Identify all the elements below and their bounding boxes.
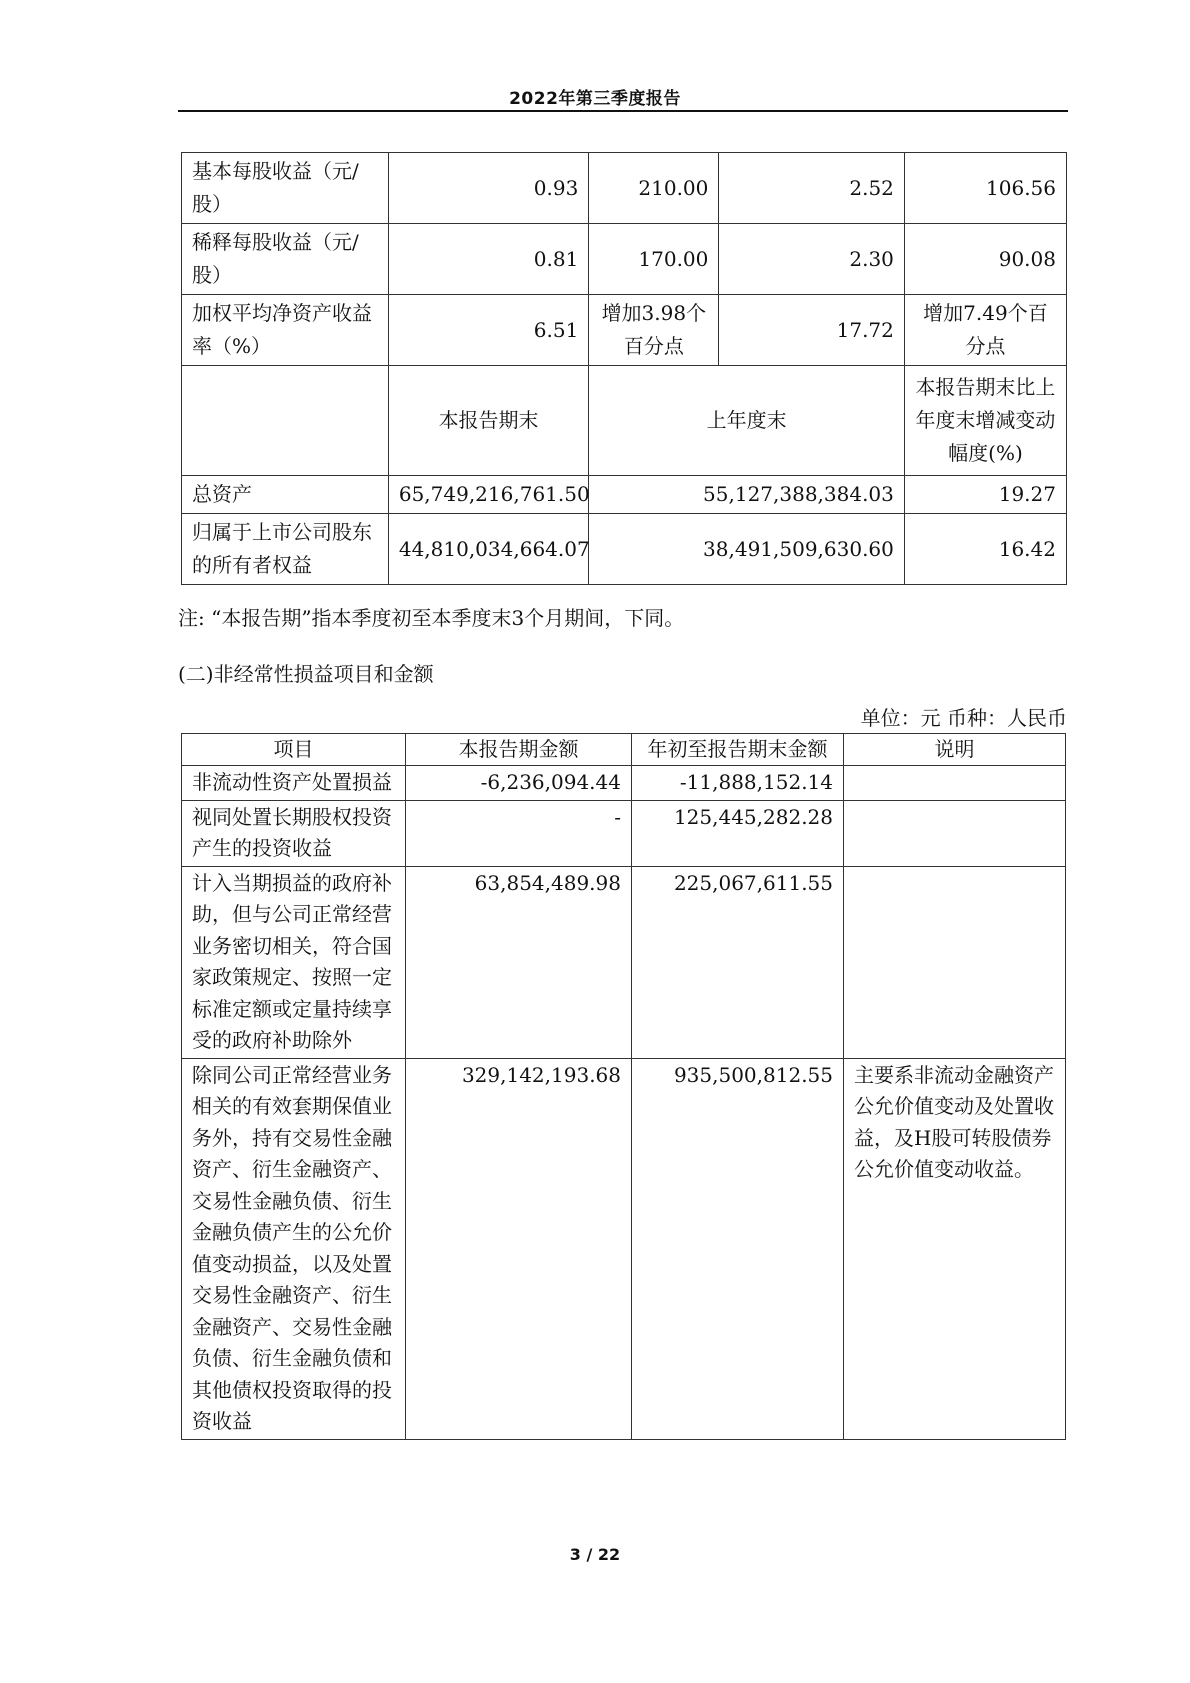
- table-row: [182, 295, 1067, 366]
- cell-value: 935,500,812.55: [632, 1058, 844, 1439]
- table-row: [182, 866, 1066, 1058]
- cell-value: 63,854,489.98: [406, 866, 632, 1058]
- column-header: 说明: [844, 734, 1066, 766]
- item-description: 主要系非流动金融资产公允价值变动及处置收益，及H股可转股债券公允价值变动收益。: [844, 1058, 1066, 1439]
- item-label: 非流动性资产处置损益: [182, 766, 406, 801]
- row-label: 加权平均净资产收益率（%）: [182, 295, 389, 366]
- cell-value: 2.52: [719, 153, 905, 224]
- header-divider: [178, 110, 1068, 112]
- table-footnote: 注: “本报告期”指本季度初至本季度末3个月期间，下同。: [178, 606, 685, 630]
- table-header-row: [182, 734, 1066, 766]
- table-row: [182, 224, 1067, 295]
- cell-value: 增加3.98个百分点: [589, 295, 719, 366]
- cell-value: 170.00: [589, 224, 719, 295]
- cell-value: 6.51: [388, 295, 588, 366]
- row-label: 稀释每股收益（元/股）: [182, 224, 389, 295]
- table-row: [182, 153, 1067, 224]
- cell-value: -11,888,152.14: [632, 766, 844, 801]
- table-row: [182, 800, 1066, 866]
- item-description: [844, 866, 1066, 1058]
- page-number: 3 / 22: [569, 1545, 621, 1564]
- cell-value: 17.72: [719, 295, 905, 366]
- row-label: 归属于上市公司股东的所有者权益: [182, 514, 389, 585]
- cell-value: 65,749,216,761.50: [388, 476, 588, 514]
- row-label: 总资产: [182, 476, 389, 514]
- table-header-row: [182, 366, 1067, 476]
- column-header: 本报告期末比上年度末增减变动幅度(%): [904, 366, 1066, 476]
- cell-value: 55,127,388,384.03: [589, 476, 905, 514]
- table-row: [182, 514, 1067, 585]
- cell-value: 增加7.49个百分点: [904, 295, 1066, 366]
- page-header-title: 2022年第三季度报告: [509, 89, 681, 109]
- cell-value: 0.81: [388, 224, 588, 295]
- cell-value: 38,491,509,630.60: [589, 514, 905, 585]
- table-row: [182, 476, 1067, 514]
- cell-value: -6,236,094.44: [406, 766, 632, 801]
- cell-value: 0.93: [388, 153, 588, 224]
- item-label: 除同公司正常经营业务相关的有效套期保值业务外，持有交易性金融资产、衍生金融资产、交易性金融负债、衍生金融负债产生的公允价值变动损益，以及处置交易性金融资产、衍生金融资产、交易性金融负债、衍生金融负债和其他债权投资取得的投资收益: [182, 1058, 406, 1439]
- unit-currency-label: 单位：元 币种：人民币: [860, 706, 1067, 730]
- item-label: 计入当期损益的政府补助，但与公司正常经营业务密切相关，符合国家政策规定、按照一定标准定额或定量持续享受的政府补助除外: [182, 866, 406, 1058]
- cell-value: 329,142,193.68: [406, 1058, 632, 1439]
- cell-value: 16.42: [904, 514, 1066, 585]
- column-header: 项目: [182, 734, 406, 766]
- table-row: [182, 1058, 1066, 1439]
- column-header: 本报告期金额: [406, 734, 632, 766]
- row-label: 基本每股收益（元/股）: [182, 153, 389, 224]
- column-header: 年初至报告期末金额: [632, 734, 844, 766]
- cell-value: 19.27: [904, 476, 1066, 514]
- item-label: 视同处置长期股权投资产生的投资收益: [182, 800, 406, 866]
- cell-value: 210.00: [589, 153, 719, 224]
- cell-value: 44,810,034,664.07: [388, 514, 588, 585]
- cell-value: -: [406, 800, 632, 866]
- cell-value: 225,067,611.55: [632, 866, 844, 1058]
- section-heading: (二)非经常性损益项目和金额: [178, 662, 434, 686]
- cell-value: 106.56: [904, 153, 1066, 224]
- column-header: 上年度末: [589, 366, 905, 476]
- cell-value: 2.30: [719, 224, 905, 295]
- column-header: 本报告期末: [388, 366, 588, 476]
- non-recurring-items-table: [181, 733, 1066, 1440]
- cell-value: 90.08: [904, 224, 1066, 295]
- table-row: [182, 766, 1066, 801]
- item-description: [844, 766, 1066, 801]
- cell-value: 125,445,282.28: [632, 800, 844, 866]
- item-description: [844, 800, 1066, 866]
- empty-cell: [182, 366, 389, 476]
- key-financial-table: [181, 152, 1067, 585]
